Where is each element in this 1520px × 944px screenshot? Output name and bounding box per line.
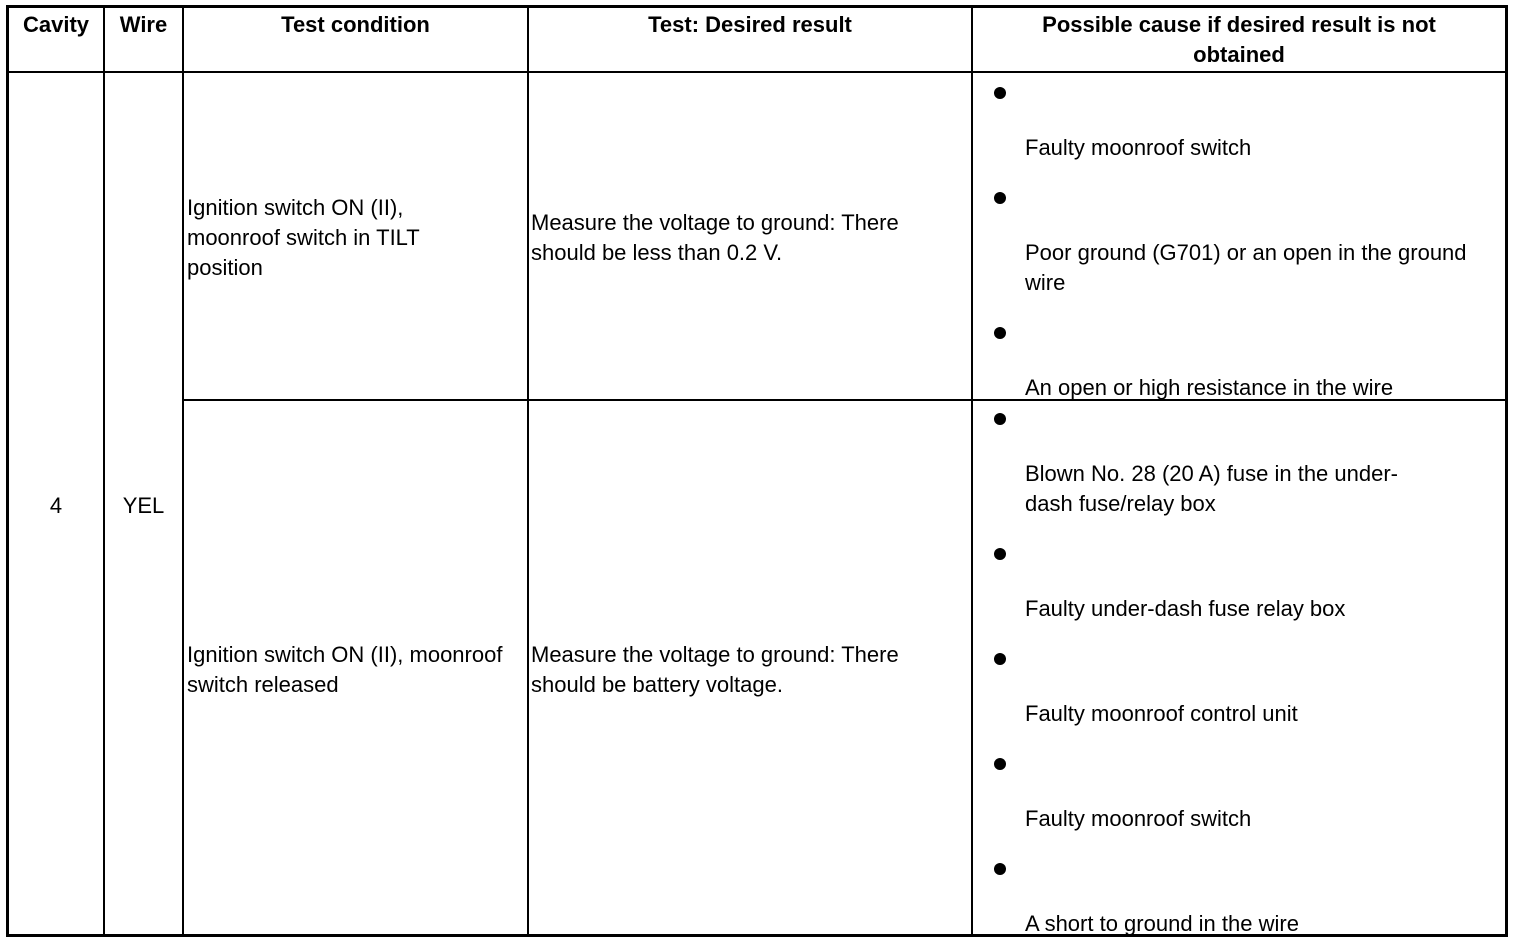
table-border-right: [1505, 5, 1508, 937]
cause-item: Faulty moonroof control unit: [1025, 701, 1298, 726]
cavity-value: 4: [49, 493, 63, 518]
column-divider-3: [527, 5, 529, 937]
header-desired-result: Test: Desired result: [648, 12, 852, 37]
test-condition-1: Ignition switch ON (II), moonroof switch in TILT position: [187, 195, 420, 280]
header-possible-cause: Possible cause if desired result is not obtained: [1042, 12, 1436, 67]
cause-item: Faulty under-dash fuse relay box: [1025, 596, 1346, 621]
table-border-left: [6, 5, 9, 937]
header-cavity: Cavity: [22, 12, 90, 37]
header-wire: Wire: [119, 12, 168, 37]
desired-result-2: Measure the voltage to ground: There should be battery voltage.: [531, 642, 899, 697]
bullet-icon: [994, 653, 1006, 665]
header-divider: [6, 71, 1508, 73]
desired-result-1: Measure the voltage to ground: There should be less than 0.2 V.: [531, 210, 899, 265]
cause-item: Faulty moonroof switch: [1025, 806, 1252, 831]
cause-item: Blown No. 28 (20 A) fuse in the under-dash fuse/relay box: [1025, 461, 1398, 516]
bullet-icon: [994, 87, 1006, 99]
bullet-icon: [994, 413, 1006, 425]
cause-item: Faulty moonroof switch: [1025, 135, 1252, 160]
cause-item: An open or high resistance in the wire: [1025, 375, 1394, 400]
table-border-top: [6, 5, 1508, 8]
bullet-icon: [994, 548, 1006, 560]
wire-color: YEL: [122, 493, 165, 518]
test-condition-2: Ignition switch ON (II), moonroof switch released: [187, 642, 503, 697]
bullet-icon: [994, 192, 1006, 204]
column-divider-4: [971, 5, 973, 937]
cause-item: A short to ground in the wire: [1025, 911, 1299, 936]
column-divider-2: [182, 5, 184, 937]
cause-item: Poor ground (G701) or an open in the ground wire: [1025, 240, 1467, 295]
bullet-icon: [994, 863, 1006, 875]
bullet-icon: [994, 327, 1006, 339]
bullet-icon: [994, 758, 1006, 770]
column-divider-1: [103, 5, 105, 937]
header-test-condition: Test condition: [281, 12, 430, 37]
